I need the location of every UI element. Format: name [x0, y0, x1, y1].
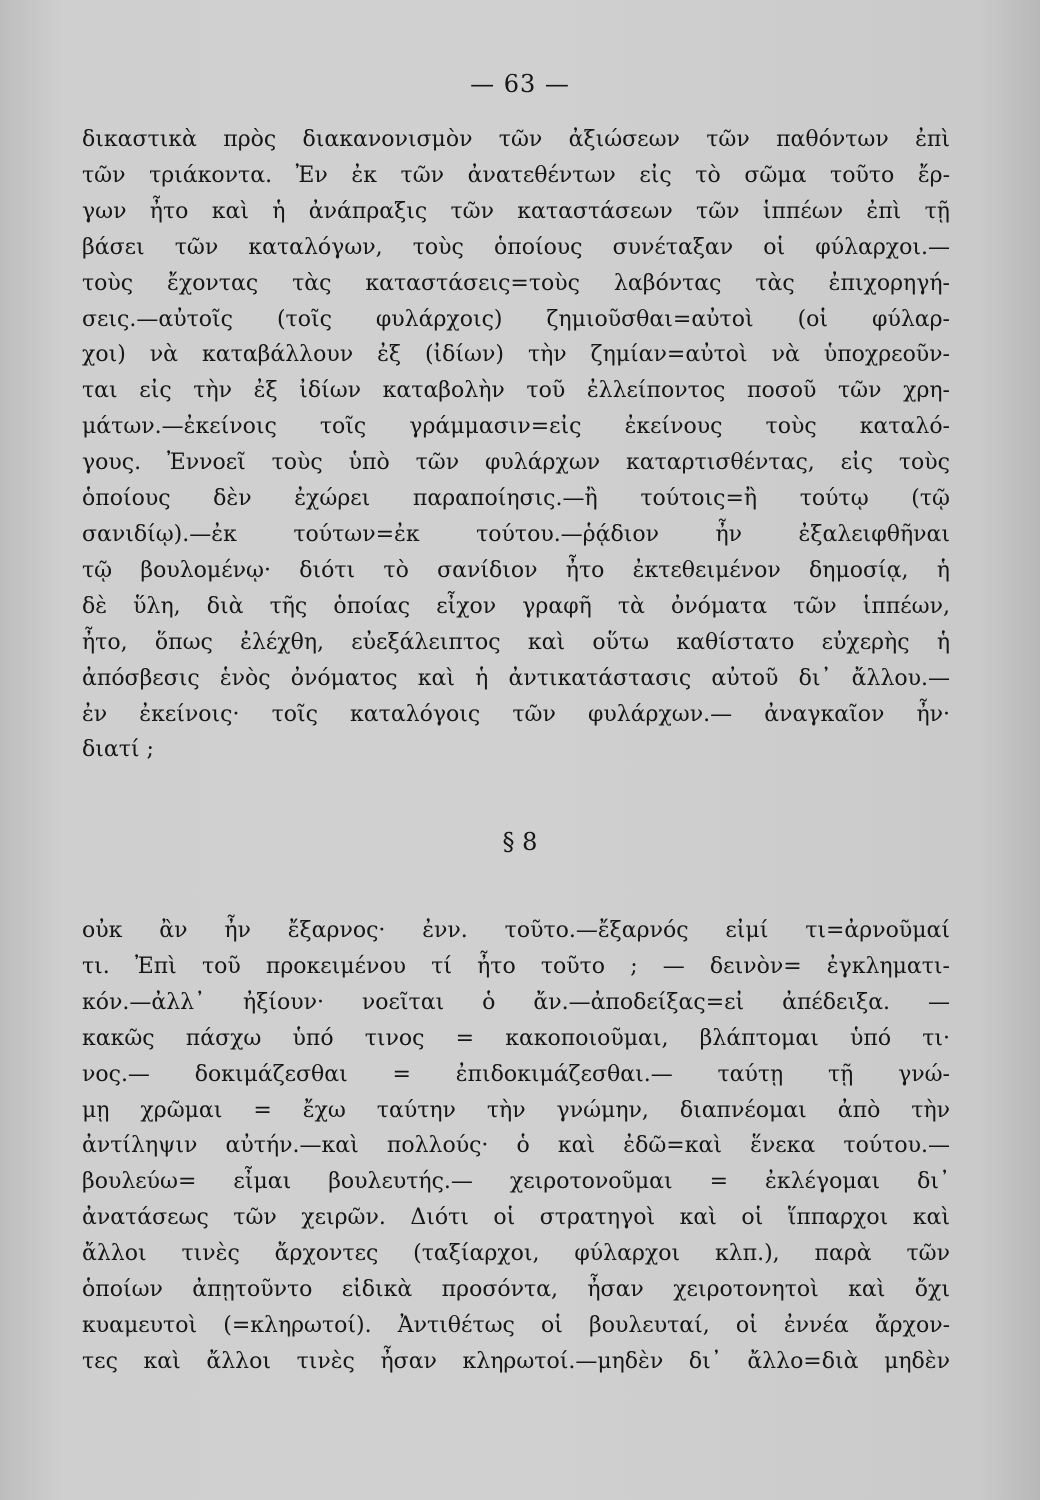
text-line: νος.— δοκιμάζεσθαι = ἐπιδοκιμάζεσθαι.— ταύτῃ τῇ γνώ- — [82, 1061, 950, 1087]
text-line: γους. Ἐννοεῖ τοὺς ὑπὸ τῶν φυλάρχων καταρτισθέντας, εἰς τοὺς — [82, 450, 950, 476]
text-line: κυαμευτοὶ (=κληρωτοί). Ἀντιθέτως οἱ βουλευταί, οἱ ἐννέα ἄρχον- — [82, 1312, 950, 1338]
text-line: διατί ; — [82, 737, 154, 763]
text-line: τες καὶ ἄλλοι τινὲς ἦσαν κληρωτοί.—μηδὲν δι᾽ ἄλλο=διὰ μηδὲν — [82, 1348, 950, 1374]
text-line: ται εἰς τὴν ἐξ ἰδίων καταβολὴν τοῦ ἐλλείποντος ποσοῦ τῶν χρη- — [82, 378, 950, 404]
text-line: δικαστικὰ πρὸς διακανονισμὸν τῶν ἀξιώσεων τῶν παθόντων ἐπὶ — [82, 127, 950, 152]
commentary-block-top — [82, 122, 950, 768]
commentary-block-bottom — [82, 913, 950, 1380]
text-line: μῃ χρῶμαι = ἔχω ταύτην τὴν γνώμην, διαπνέομαι ἀπὸ τὴν — [82, 1097, 950, 1123]
text-line: ἦτο, ὅπως ἐλέχθη, εὐεξάλειπτος καὶ οὕτω καθίστατο εὐχερὴς ἡ — [82, 629, 950, 655]
text-line: τῷ βουλομένῳ· διότι τὸ σανίδιον ἦτο ἐκτεθειμένον δημοσίᾳ, ἡ — [82, 557, 950, 583]
text-line: ἀπόσβεσις ἑνὸς ὀνόματος καὶ ἡ ἀντικατάστασις αὐτοῦ δι᾽ ἄλλου.— — [82, 665, 950, 691]
page-number: — 63 — — [470, 70, 570, 98]
text-line: ἄλλοι τινὲς ἄρχοντες (ταξίαρχοι, φύλαρχοι κλπ.), παρὰ τῶν — [82, 1241, 950, 1267]
text-line: χοι) νὰ καταβάλλουν ἐξ (ἰδίων) τὴν ζημίαν=αὐτοὶ νὰ ὑποχρεοῦν- — [82, 342, 950, 368]
text-line: κόν.—ἀλλ᾽ ἠξίουν· νοεῖται ὁ ἄν.—ἀποδείξας=εἰ ἀπέδειξα. — — [82, 989, 950, 1015]
text-line: ἀνατάσεως τῶν χειρῶν. Διότι οἱ στρατηγοὶ καὶ οἱ ἵππαρχοι καὶ — [82, 1205, 950, 1231]
text-line: σανιδίῳ).—ἐκ τούτων=ἐκ τούτου.—ῥᾴδιον ἦν ἐξαλειφθῆναι — [82, 521, 950, 547]
text-line: τῶν τριάκοντα. Ἐν ἐκ τῶν ἀνατεθέντων εἰς τὸ σῶμα τοῦτο ἔρ- — [82, 162, 950, 188]
text-line: βάσει τῶν καταλόγων, τοὺς ὁποίους συνέταξαν οἱ φύλαρχοι.— — [82, 234, 950, 260]
text-line: κακῶς πάσχω ὑπό τινος = κακοποιοῦμαι, βλάπτομαι ὑπό τι· — [82, 1025, 950, 1051]
text-line: ὁποίων ἀπῃτοῦντο εἰδικὰ προσόντα, ἦσαν χειροτονητοὶ καὶ ὄχι — [82, 1277, 950, 1303]
text-line: ἀντίληψιν αὐτήν.—καὶ πολλούς· ὁ καὶ ἐδῶ=καὶ ἕνεκα τούτου.— — [82, 1133, 950, 1159]
text-line: σεις.—αὐτοῖς (τοῖς φυλάρχοις) ζημιοῦσθαι=αὐτοὶ (οἱ φύλαρ- — [82, 306, 950, 332]
text-line: βουλεύω= εἶμαι βουλευτής.— χειροτονοῦμαι = ἐκλέγομαι δι᾽ — [82, 1169, 950, 1195]
section-heading: § 8 — [502, 828, 538, 856]
text-line: ὁποίους δὲν ἐχώρει παραποίησις.—ἢ τούτοις=ἢ τούτῳ (τῷ — [82, 486, 950, 512]
text-line: τι. Ἐπὶ τοῦ προκειμένου τί ἦτο τοῦτο ; — δεινὸν= ἐγκληματι- — [82, 953, 950, 979]
text-line: οὐκ ἂν ἦν ἔξαρνος· ἐνν. τοῦτο.—ἔξαρνός εἰμί τι=ἀρνοῦμαί — [82, 918, 950, 943]
text-line: τοὺς ἔχοντας τὰς καταστάσεις=τοὺς λαβόντας τὰς ἐπιχορηγή- — [82, 270, 950, 296]
text-line: δὲ ὕλη, διὰ τῆς ὁποίας εἶχον γραφῆ τὰ ὀνόματα τῶν ἱππέων, — [82, 593, 950, 619]
text-line: ἐν ἐκείνοις· τοῖς καταλόγοις τῶν φυλάρχων.— ἀναγκαῖον ἦν· — [82, 701, 950, 727]
text-line: μάτων.—ἐκείνοις τοῖς γράμμασιν=εἰς ἐκείνους τοὺς καταλό- — [82, 414, 950, 440]
text-line: γων ἦτο καὶ ἡ ἀνάπραξις τῶν καταστάσεων τῶν ἱππέων ἐπὶ τῇ — [82, 198, 950, 224]
